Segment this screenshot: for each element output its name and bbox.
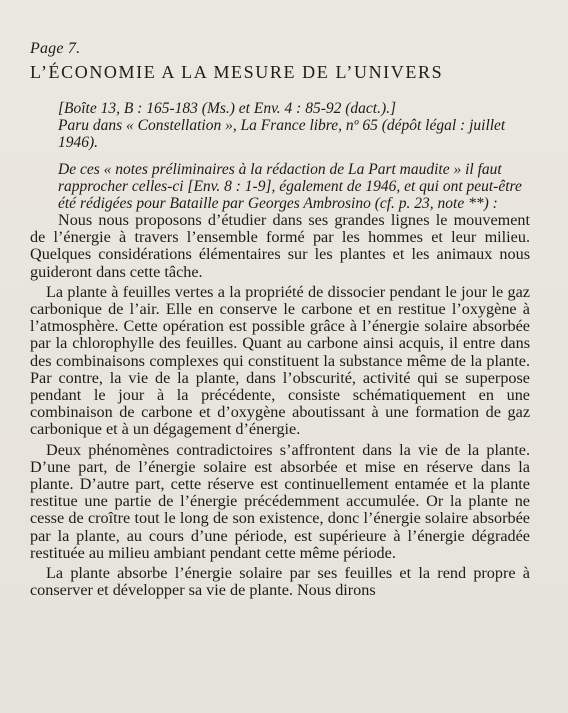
archive-reference — [30, 100, 530, 151]
paragraph-2: La plante à feuilles vertes a la propriété de dissocier pendant le jour le gaz carbonique de l’air. Elle en conserve le carbone et en restitue l’oxygène à l’atmosphère. Cette opération est possible grâce à l’énergie solaire absorbée par la chlorophylle des feuilles. Quant au carbone ainsi acquis, il entre dans des combinaisons complexes qui constituent la substance même de la plante. Par contre, la vie de la plante, dans l’obscurité, activité qui se superpose pendant le jour à la précédente, consiste schématiquement en une combinaison de carbone et d’oxygène aboutissant à une formation de gaz carbonique et à un dégagement d’énergie. — [30, 282, 530, 439]
page-content — [30, 40, 530, 602]
paragraph-4: La plante absorbe l’énergie solaire par ses feuilles et la rend propre à conserver et développer sa vie de plante. Nous dirons — [30, 564, 530, 600]
paragraph-1: Nous nous proposons d’étudier dans ses grandes lignes le mouvement de l’énergie à travers l’ensemble formé par les hommes et leur milieu. Quelques considérations élémentaires sur les plantes et les animaux nous guideront dans cette tâche. — [30, 211, 530, 281]
body-text — [30, 212, 530, 599]
archive-source-line: [Boîte 13, B : 165-183 (Ms.) et Env. 4 : 85-92 (dact.).] — [58, 100, 397, 117]
publication-line: Paru dans « Constellation », La France libre, nº 65 (dépôt légal : juillet 1946). — [58, 117, 506, 151]
page-title: L’ÉCONOMIE A LA MESURE DE L’UNIVERS — [30, 62, 444, 82]
page-number: Page 7. — [30, 40, 81, 57]
editorial-note: De ces « notes préliminaires à la rédaction de La Part maudite » il faut rapprocher celles-ci [Env. 8 : 1-9], également de 1946, et qui ont peut-être été rédigées pour Bataille par Georges Ambrosino (cf. p. 23, note **) : — [58, 161, 522, 212]
paragraph-3: Deux phénomènes contradictoires s’affrontent dans la vie de la plante. D’une part, de l’énergie solaire est absorbée et mise en réserve dans la plante. D’autre part, cette réserve est continuellement entamée et la plante restitue une partie de l’énergie précédemment accumulée. Or la plante ne cesse de croître tout le long de son existence, donc l’énergie solaire absorbée par la plante, au cours d’une période, est supérieure à l’énergie dégradée restituée au milieu ambiant pendant cette même période. — [30, 440, 530, 562]
